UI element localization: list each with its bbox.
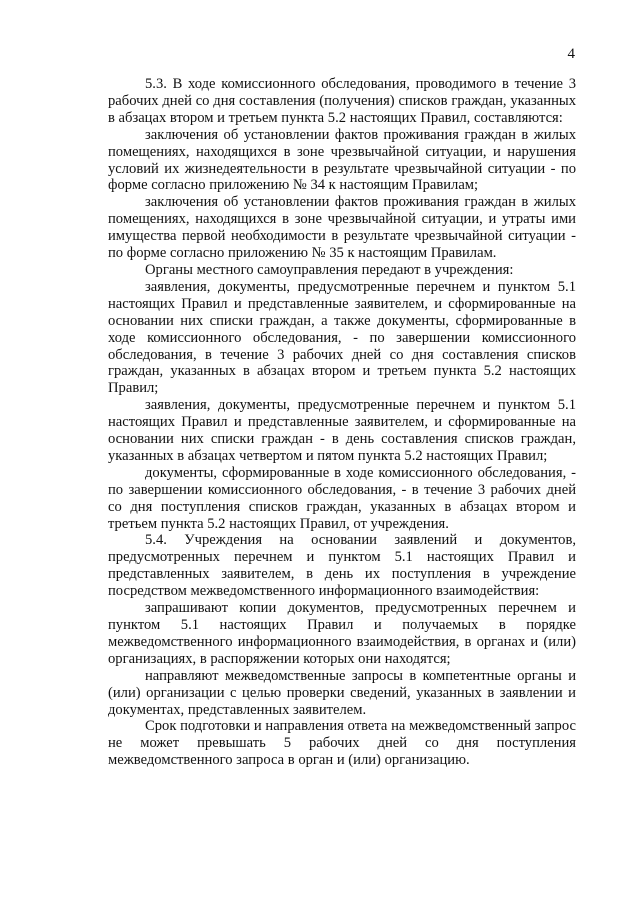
paragraph-send-requests: направляют межведомственные запросы в компетентные органы и (или) организации с целью проверки сведений, указанных в заявлении и документах, представленных заявителем. <box>108 667 576 718</box>
paragraph-transfer-after-inspection: заявления, документы, предусмотренные перечнем и пунктом 5.1 настоящих Правил и представленные заявителем, и сформированные на основании них списки граждан, а также документы, сформированные в ходе комиссионного обследования, - по завершении комиссионного обследования, в течение 3 рабочих дней со дня составления списков граждан, указанных в абзацах втором и третьем пункта 5.2 настоящих Правил; <box>108 278 576 397</box>
paragraph-request-copies: запрашивают копии документов, предусмотренных перечнем и пунктом 5.1 настоящих Правил и получаемых в порядке межведомственного информационного взаимодействия, в органах и (или) организациях, в распоряжении которых они находятся; <box>108 600 576 667</box>
paragraph-conclusion-life-conditions: заключения об установлении фактов проживания граждан в жилых помещениях, находящихся в зоне чрезвычайной ситуации, и нарушения условий их жизнедеятельности в результате чрезвычайной ситуации - по форме согласно приложению № 34 к настоящим Правилам; <box>108 126 576 194</box>
paragraph-5-3: 5.3. В ходе комиссионного обследования, проводимого в течение 3 рабочих дней со дня составления (получения) списков граждан, указанных в абзацах втором и третьем пункта 5.2 настоящих Правил, составляются: <box>108 76 576 126</box>
paragraph-inspection-documents: документы, сформированные в ходе комиссионного обследования, - по завершении комиссионного обследования, - в течение 3 рабочих дней со дня поступления списков граждан, указанных в абзацах втором и третьем пункта 5.2 настоящих Правил, от учреждения. <box>108 464 576 532</box>
page-number: 4 <box>567 46 575 62</box>
paragraph-local-authorities: Органы местного самоуправления передают в учреждения: <box>145 261 514 278</box>
paragraph-5-4: 5.4. Учреждения на основании заявлений и документов, предусмотренных перечнем и пунктом 5.1 настоящих Правил и представленных заявителем, в день их поступления в учреждение посредством межведомственного информационного взаимодействия: <box>108 532 576 600</box>
paragraph-response-deadline: Срок подготовки и направления ответа на межведомственный запрос не может превышать 5 рабочих дней со дня поступления межведомственного запроса в орган и (или) организацию. <box>108 718 576 769</box>
document-body <box>108 76 576 769</box>
paragraph-transfer-same-day: заявления, документы, предусмотренные перечнем и пунктом 5.1 настоящих Правил и представленные заявителем, и сформированные на основании них списки граждан - в день составления списков граждан, указанных в абзацах четвертом и пятом пункта 5.2 настоящих Правил; <box>108 397 576 464</box>
paragraph-conclusion-property-loss: заключения об установлении фактов проживания граждан в жилых помещениях, находящихся в зоне чрезвычайной ситуации, и утраты ими имущества первой необходимости в результате чрезвычайной ситуации - по форме согласно приложению № 35 к настоящим Правилам. <box>108 194 576 262</box>
